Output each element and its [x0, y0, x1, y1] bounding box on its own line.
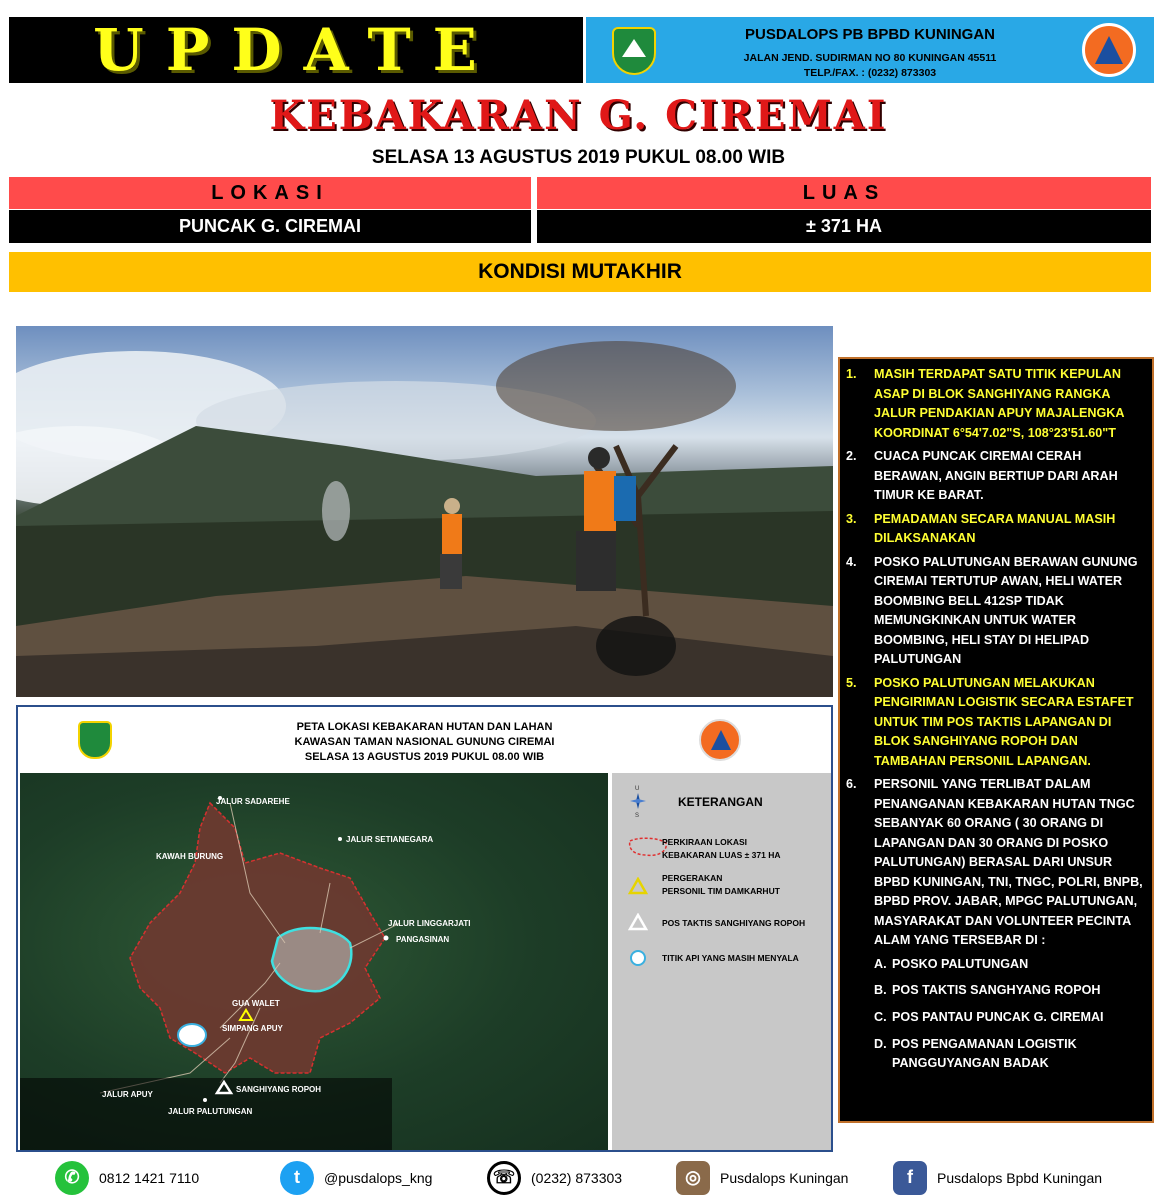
area-header: LUAS	[537, 177, 1151, 209]
condition-item: 2. CUACA PUNCAK CIREMAI CERAH BERAWAN, ANGIN BERTIUP DARI ARAH TIMUR KE BARAT.	[846, 449, 1118, 503]
legend-movement-line2: PERSONIL TIM DAMKARHUT	[662, 886, 780, 896]
legend-area-line1: PERKIRAAN LOKASI	[662, 837, 748, 847]
map-label-jalur-palutungan: JALUR PALUTUNGAN	[168, 1107, 253, 1116]
kuningan-regency-logo-icon	[78, 721, 112, 759]
instagram-contact[interactable]	[676, 1155, 848, 1200]
yellow-triangle-icon	[628, 877, 648, 895]
office-address: JALAN JEND. SUDIRMAN NO 80 KUNINGAN 45511	[743, 52, 997, 64]
instagram-account: Pusdalops Kuningan	[720, 1169, 849, 1186]
condition-item: 4. POSKO PALUTUNGAN BERAWAN GUNUNG CIREMAI TERTUTUP AWAN, HELI WATER BOOMBING BELL 412SP TIDAK MEMUNGKINKAN UNTUK WATER BOOMBING, HELI STAY DI HELIPAD PALUTUNGAN	[846, 554, 1138, 667]
facebook-icon: f	[893, 1161, 927, 1195]
whatsapp-icon: ✆	[55, 1161, 89, 1195]
update-text: UPDATE	[93, 16, 499, 84]
svg-text:U: U	[635, 786, 640, 792]
map-label-sanghiyang-ropoh: SANGHIYANG ROPOH	[236, 1085, 322, 1094]
twitter-handle: @pusdalops_kng	[324, 1169, 433, 1186]
kuningan-regency-logo-icon	[612, 27, 656, 75]
phone-contact[interactable]	[487, 1155, 622, 1200]
conditions-panel	[838, 357, 1154, 1123]
map-label-jalur-linggarjati: JALUR LINGGARJATI	[388, 919, 471, 928]
condition-item: 1. MASIH TERDAPAT SATU TITIK KEPULAN ASAP DI BLOK SANGHIYANG RANGKA JALUR PENDAKIAN APUY MAJALENGKA KOORDINAT 6°54'7.02"S, 108°23'51.60"T	[846, 367, 1125, 440]
area-value: ± 371 HA	[537, 210, 1151, 243]
report-date: SELASA 13 AGUSTUS 2019 PUKUL 08.00 WIB	[371, 147, 786, 168]
page-title: KEBAKARAN G. CIREMAI	[269, 92, 888, 139]
facebook-contact[interactable]	[893, 1155, 1102, 1200]
whatsapp-contact[interactable]	[55, 1155, 199, 1200]
legend-post: POS TAKTIS SANGHIYANG ROPOH	[662, 918, 806, 928]
map-title-line3: SELASA 13 AGUSTUS 2019 PUKUL 08.00 WIB	[304, 751, 545, 763]
compass-icon	[626, 783, 650, 819]
map-title-line1: PETA LOKASI KEBAKARAN HUTAN DAN LAHAN	[296, 721, 553, 733]
sub-location-item: C. POS PANTAU PUNCAK G. CIREMAI	[874, 1009, 1104, 1024]
legend-hotspot: TITIK API YANG MASIH MENYALA	[662, 953, 799, 963]
condition-item: 3. PEMADAMAN SECARA MANUAL MASIH DILAKSANAKAN	[846, 511, 1116, 546]
office-phone: TELP./FAX. : (0232) 873303	[803, 67, 937, 79]
office-name: PUSDALOPS PB BPBD KUNINGAN	[744, 26, 996, 43]
update-banner	[9, 17, 583, 83]
hotspot-marker	[178, 1024, 206, 1046]
sub-location-item: B. POS TAKTIS SANGHYANG ROPOH	[874, 983, 1101, 998]
hotspot-legend-icon	[628, 949, 650, 967]
map-label-pangasinan: PANGASINAN	[396, 935, 450, 944]
location-value: PUNCAK G. CIREMAI	[9, 210, 531, 243]
map-label-jalur-setianegara: JALUR SETIANEGARA	[346, 835, 434, 844]
sub-location-item: A. POSKO PALUTUNGAN	[874, 956, 1029, 971]
condition-item: 5. POSKO PALUTUNGAN MELAKUKAN PENGIRIMAN LOGISTIK SECARA ESTAFET UNTUK TIM POS TAKTIS LAPANGAN DI BLOK SANGHIYANG ROPOH DAN TAMBAHAN PERSONIL LAPANGAN.	[846, 675, 1134, 768]
conditions-list	[846, 365, 1144, 1074]
map-label-gua-walet: GUA WALET	[232, 999, 280, 1008]
crater-outline	[272, 928, 351, 991]
bnpb-logo-icon	[699, 719, 741, 761]
sub-location-item: D. POS PENGAMANAN LOGISTIK PANGGUYANGAN BADAK	[874, 1036, 1077, 1071]
white-triangle-icon	[628, 913, 648, 931]
facebook-account: Pusdalops Bpbd Kuningan	[937, 1169, 1103, 1186]
map-label-jalur-apuy: JALUR APUY	[102, 1090, 153, 1099]
map-legend	[612, 773, 831, 1150]
legend-area-line2: KEBAKARAN LUAS ± 371 HA	[662, 850, 781, 860]
instagram-icon: ◎	[676, 1161, 710, 1195]
map-title-line2: KAWASAN TAMAN NASIONAL GUNUNG CIREMAI	[294, 736, 555, 748]
condition-item: 6. PERSONIL YANG TERLIBAT DALAM PENANGANAN KEBAKARAN HUTAN TNGC SEBANYAK 60 ORANG ( 30 ORANG DI LAPANGAN DAN 30 ORANG DI POSKO PALUTUNGAN) BERASAL DARI UNSUR BPBD KUNINGAN, TNI, TNGC, POLRI, BNPB, BPBD PROV. JABAR, MPGC PALUTUNGAN, MASYARAKAT DAN VOLUNTEER PECINTA ALAM YANG TERSEBAR DI : A. POSKO PALUTUNGAN B. POS TAKTIS SANGHYANG ROPOH C. POS PANTAU PUNCAK G. CIREMAI D. POS PENGAMANAN LOGISTIK PANGGUYANGAN BADAK	[846, 775, 1144, 1073]
whatsapp-number: 0812 1421 7110	[99, 1169, 200, 1186]
map-label-kawah-burung: KAWAH BURUNG	[156, 852, 224, 861]
map-label-jalur-sadarehe: JALUR SADAREHE	[216, 797, 290, 806]
summit-photo	[16, 326, 833, 697]
office-header	[586, 17, 1154, 83]
map-label-simpang-apuy: SIMPANG APUY	[222, 1024, 283, 1033]
location-header: LOKASI	[9, 177, 531, 209]
legend-title: KETERANGAN	[678, 795, 763, 809]
legend-movement-line1: PERGERAKAN	[662, 873, 723, 883]
svg-text:S: S	[635, 813, 640, 819]
satellite-image	[20, 773, 608, 1150]
contact-footer	[0, 1155, 1157, 1200]
phone-number: (0232) 873303	[531, 1169, 623, 1186]
sub-location-list	[874, 955, 1144, 1074]
bnpb-logo-icon	[1082, 23, 1136, 77]
section-title: KONDISI MUTAKHIR	[9, 252, 1151, 292]
phone-icon: ☏	[487, 1161, 521, 1195]
fire-location-map	[16, 705, 833, 1152]
twitter-icon: t	[280, 1161, 314, 1195]
twitter-contact[interactable]	[280, 1155, 432, 1200]
